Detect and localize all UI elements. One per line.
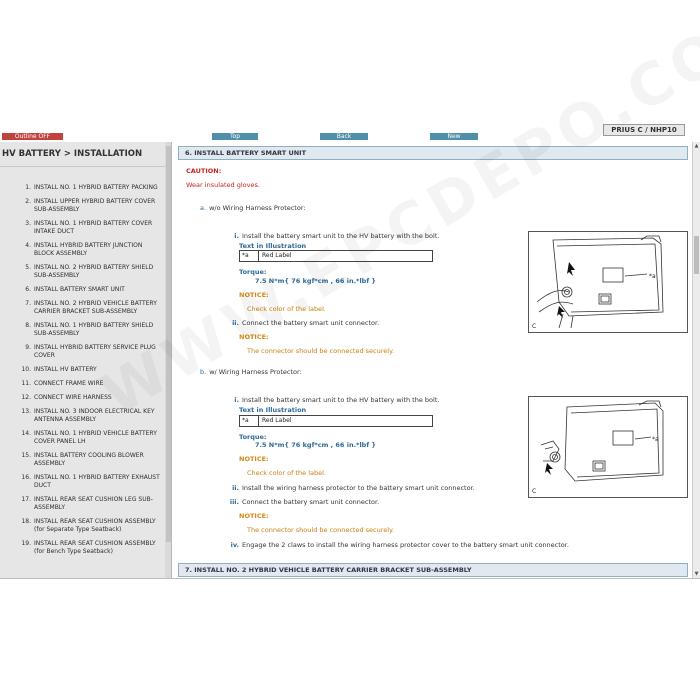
sidebar-item[interactable] xyxy=(0,394,165,402)
step-text: Engage the 2 claws to install the wiring harness protector cover to the battery smart unit connector. xyxy=(242,541,569,549)
sidebar-item-number: 13. xyxy=(21,408,31,415)
sidebar-item-label[interactable]: CONNECT FRAME WIRE xyxy=(34,380,104,387)
substep-a xyxy=(200,204,306,212)
step-b-ii xyxy=(228,484,475,492)
sidebar-item-label[interactable]: INSTALL NO. 2 HYBRID VEHICLE BATTERY CARRIER BRACKET SUB-ASSEMBLY xyxy=(34,300,157,315)
sidebar-item[interactable] xyxy=(0,344,165,360)
sidebar-item-label[interactable]: INSTALL NO. 3 INDOOR ELECTRICAL KEY ANTENNA ASSEMBLY xyxy=(34,408,155,423)
step-text: Connect the battery smart unit connector. xyxy=(242,319,380,327)
sidebar-item[interactable] xyxy=(0,452,165,468)
sidebar-item[interactable] xyxy=(0,496,165,512)
sidebar-item[interactable] xyxy=(0,220,165,236)
substep-b xyxy=(200,368,302,376)
sidebar-item-label[interactable]: INSTALL HV BATTERY xyxy=(34,366,97,373)
sidebar-item[interactable] xyxy=(0,474,165,490)
step-number: i. xyxy=(234,396,239,404)
sidebar-item-label[interactable]: INSTALL REAR SEAT CUSHION LEG SUB-ASSEMBLY xyxy=(34,496,153,511)
sidebar-item[interactable] xyxy=(0,408,165,424)
notice-label: NOTICE: xyxy=(239,455,269,463)
sidebar-item[interactable] xyxy=(0,322,165,338)
vehicle-model-badge: PRIUS C / NHP10 xyxy=(603,124,685,136)
step-b-i xyxy=(228,396,439,404)
sidebar-item[interactable] xyxy=(0,366,165,374)
illustration-callout: *a xyxy=(649,273,656,280)
sidebar-item-number: 4. xyxy=(25,242,31,249)
sidebar-scroll-thumb[interactable] xyxy=(166,146,171,542)
legend-key: *a xyxy=(240,416,259,426)
sidebar-item-number: 6. xyxy=(25,286,31,293)
sidebar-item[interactable] xyxy=(0,518,165,534)
sidebar-item[interactable] xyxy=(0,264,165,280)
new-button[interactable]: New xyxy=(430,133,478,140)
sidebar-item[interactable] xyxy=(0,300,165,316)
step-b-iv xyxy=(228,541,569,549)
text-in-illustration-label: Text in Illustration xyxy=(239,406,307,414)
notice-text: Check color of the label. xyxy=(247,305,326,313)
section-header: 6. INSTALL BATTERY SMART UNIT xyxy=(178,146,688,160)
blank-bottom-area xyxy=(0,578,700,700)
sidebar-title: HV BATTERY > INSTALLATION xyxy=(2,149,143,159)
content-scrollbar[interactable] xyxy=(692,142,700,578)
outline-off-button[interactable]: Outline OFF xyxy=(2,133,63,140)
illustration-code: C xyxy=(532,488,537,495)
scroll-down-arrow-icon[interactable]: ▼ xyxy=(694,571,699,577)
sidebar-item-label[interactable]: INSTALL NO. 2 HYBRID BATTERY SHIELD SUB-ASSEMBLY xyxy=(34,264,154,279)
sidebar-item-number: 19. xyxy=(21,540,31,547)
illustration-legend-table xyxy=(239,415,433,427)
procedure-list xyxy=(0,184,165,562)
sidebar-item-label[interactable]: INSTALL REAR SEAT CUSHION ASSEMBLY (for Bench Type Seatback) xyxy=(34,540,156,555)
sidebar-item[interactable] xyxy=(0,380,165,388)
sidebar-item-number: 15. xyxy=(21,452,31,459)
sidebar-item-number: 2. xyxy=(25,198,31,205)
sidebar-item[interactable] xyxy=(0,540,165,556)
blank-top-area xyxy=(0,0,700,120)
sidebar-item[interactable] xyxy=(0,242,165,258)
substep-letter: b. xyxy=(200,368,207,376)
step-number: i. xyxy=(234,232,239,240)
step-text: Install the wiring harness protector to the battery smart unit connector. xyxy=(242,484,475,492)
sidebar-item-label[interactable]: CONNECT WIRE HARNESS xyxy=(34,394,112,401)
sidebar-item-label[interactable]: INSTALL BATTERY SMART UNIT xyxy=(34,286,125,293)
illustration-no-protector xyxy=(528,231,688,333)
notice-label: NOTICE: xyxy=(239,333,269,341)
scroll-up-arrow-icon[interactable]: ▲ xyxy=(694,143,699,149)
substep-text: w/o Wiring Harness Protector: xyxy=(209,204,306,212)
sidebar-item-number: 10. xyxy=(21,366,31,373)
torque-value: 7.5 N*m{ 76 kgf*cm , 66 in.*lbf } xyxy=(255,277,377,285)
step-text: Connect the battery smart unit connector. xyxy=(242,498,380,506)
torque-label: Torque: xyxy=(239,268,267,276)
notice-label: NOTICE: xyxy=(239,291,269,299)
sidebar-item-label[interactable]: INSTALL HYBRID BATTERY SERVICE PLUG COVER xyxy=(34,344,156,359)
step-number: iii. xyxy=(229,498,239,506)
sidebar-item-number: 8. xyxy=(25,322,31,329)
sidebar xyxy=(0,142,172,578)
content-scroll-thumb[interactable] xyxy=(694,236,699,274)
sidebar-item-number: 12. xyxy=(21,394,31,401)
content-pane xyxy=(174,142,700,578)
substep-text: w/ Wiring Harness Protector: xyxy=(209,368,302,376)
notice-label: NOTICE: xyxy=(239,512,269,520)
battery-smart-unit-drawing xyxy=(529,232,687,332)
caution-label: CAUTION: xyxy=(186,167,222,175)
sidebar-item[interactable] xyxy=(0,286,165,294)
illustration-with-protector xyxy=(528,396,688,498)
sidebar-item-label[interactable]: INSTALL NO. 1 HYBRID VEHICLE BATTERY COVER PANEL LH xyxy=(34,430,157,445)
notice-text: The connector should be connected securely. xyxy=(247,526,395,534)
sidebar-item-number: 17. xyxy=(21,496,31,503)
sidebar-item-number: 5. xyxy=(25,264,31,271)
legend-value: Red Label xyxy=(262,417,292,424)
sidebar-item-label[interactable]: INSTALL NO. 1 HYBRID BATTERY COVER INTAKE DUCT xyxy=(34,220,153,235)
top-button[interactable]: Top xyxy=(212,133,258,140)
sidebar-item-label[interactable]: INSTALL HYBRID BATTERY JUNCTION BLOCK ASSEMBLY xyxy=(34,242,143,257)
notice-text: The connector should be connected securely. xyxy=(247,347,395,355)
sidebar-item-number: 11. xyxy=(21,380,31,387)
sidebar-divider xyxy=(0,166,172,167)
caution-text: Wear insulated gloves. xyxy=(186,181,260,189)
sidebar-item-number: 1. xyxy=(25,184,31,191)
sidebar-item-number: 7. xyxy=(25,300,31,307)
step-number: iv. xyxy=(230,541,239,549)
illustration-code: C xyxy=(532,323,537,330)
step-a-ii xyxy=(228,319,379,327)
sidebar-item[interactable] xyxy=(0,198,165,214)
step-number: ii. xyxy=(232,319,239,327)
step-text: Install the battery smart unit to the HV battery with the bolt. xyxy=(242,232,440,240)
illustration-legend-table xyxy=(239,250,433,262)
step-a-i xyxy=(228,232,439,240)
substep-letter: a. xyxy=(200,204,207,212)
sidebar-item-label[interactable]: INSTALL NO. 1 HYBRID BATTERY SHIELD SUB-ASSEMBLY xyxy=(34,322,154,337)
torque-label: Torque: xyxy=(239,433,267,441)
next-section-header[interactable]: 7. INSTALL NO. 2 HYBRID VEHICLE BATTERY CARRIER BRACKET SUB-ASSEMBLY xyxy=(178,563,688,577)
sidebar-item-label[interactable]: INSTALL UPPER HYBRID BATTERY COVER SUB-ASSEMBLY xyxy=(34,198,156,213)
sidebar-item-number: 14. xyxy=(21,430,31,437)
back-button[interactable]: Back xyxy=(320,133,368,140)
sidebar-item-label[interactable]: INSTALL REAR SEAT CUSHION ASSEMBLY (for Separate Type Seatback) xyxy=(34,518,156,533)
illustration-callout: *a xyxy=(652,436,659,443)
sidebar-item-number: 3. xyxy=(25,220,31,227)
sidebar-item-number: 9. xyxy=(25,344,31,351)
sidebar-item-number: 18. xyxy=(21,518,31,525)
text-in-illustration-label: Text in Illustration xyxy=(239,242,307,250)
notice-text: Check color of the label. xyxy=(247,469,326,477)
battery-smart-unit-drawing xyxy=(529,397,687,497)
legend-value: Red Label xyxy=(262,252,292,259)
legend-key: *a xyxy=(240,251,259,261)
sidebar-item-label[interactable]: INSTALL NO. 1 HYBRID BATTERY EXHAUST DUCT xyxy=(34,474,160,489)
sidebar-item-label[interactable]: INSTALL NO. 1 HYBRID BATTERY PACKING xyxy=(34,184,158,191)
sidebar-item[interactable] xyxy=(0,184,165,192)
torque-value: 7.5 N*m{ 76 kgf*cm , 66 in.*lbf } xyxy=(255,441,377,449)
toolbar xyxy=(0,133,700,141)
sidebar-item-number: 16. xyxy=(21,474,31,481)
sidebar-scrollbar[interactable] xyxy=(165,142,172,578)
step-text: Install the battery smart unit to the HV battery with the bolt. xyxy=(242,396,440,404)
step-b-iii xyxy=(228,498,379,506)
step-number: ii. xyxy=(232,484,239,492)
sidebar-item-label[interactable]: INSTALL BATTERY COOLING BLOWER ASSEMBLY xyxy=(34,452,144,467)
sidebar-item[interactable] xyxy=(0,430,165,446)
